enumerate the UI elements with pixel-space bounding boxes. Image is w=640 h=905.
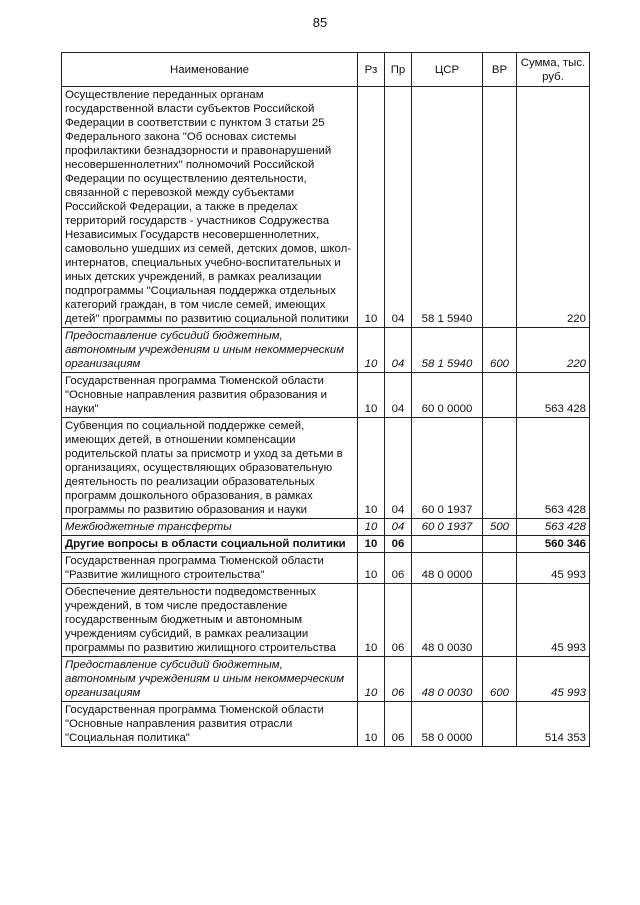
row-csr: 48 0 0030: [412, 584, 483, 657]
budget-table: [61, 52, 590, 747]
header-sum: Сумма, тыс. руб.: [517, 53, 590, 87]
row-csr: 60 0 1937: [412, 519, 483, 536]
row-vr: [483, 373, 517, 418]
row-csr: 58 1 5940: [412, 87, 483, 328]
row-csr: 60 0 0000: [412, 373, 483, 418]
row-rz: 10: [358, 536, 385, 553]
row-name: Государственная программа Тюменской области "Развитие жилищного строительства": [62, 553, 358, 584]
header-csr: ЦСР: [412, 53, 483, 87]
row-pr: 06: [385, 536, 412, 553]
row-csr: 58 0 0000: [412, 702, 483, 747]
row-csr: [412, 536, 483, 553]
row-pr: 04: [385, 373, 412, 418]
row-rz: 10: [358, 584, 385, 657]
table-row: [62, 328, 590, 373]
row-rz: 10: [358, 328, 385, 373]
row-sum: 45 993: [517, 584, 590, 657]
header-pr: Пр: [385, 53, 412, 87]
row-name: Субвенция по социальной поддержке семей, имеющих детей, в отношении компенсации родительской платы за присмотр и уход за детьми в организациях, осуществляющих образовательную деятельность по реализации образовательных программ дошкольного образования, в рамках программы по развитию образования и науки: [62, 418, 358, 519]
row-rz: 10: [358, 553, 385, 584]
table-row: [62, 584, 590, 657]
table-row: [62, 657, 590, 702]
row-vr: [483, 553, 517, 584]
page-number: 85: [312, 15, 328, 30]
row-pr: 06: [385, 584, 412, 657]
row-name: Обеспечение деятельности подведомственных учреждений, в том числе предоставление государственным бюджетным и автономным учреждениям субсидий, в рамках реализации программы по развитию жилищного строительства: [62, 584, 358, 657]
row-name: Другие вопросы в области социальной политики: [62, 536, 358, 553]
row-name: Осуществление переданных органам государственной власти субъектов Российской Федерации в соответствии с пунктом 3 статьи 25 Федерального закона "Об основах системы профилактики безнадзорности и правонарушений несовершеннолетних" полномочий Российской Федерации по осуществлению деятельности, связанной с перевозкой между субъектами Российской Федерации, а также в пределах территорий государств - участников Содружества Независимых Государств несовершеннолетних, самовольно ушедших из семей, детских домов, школ-интернатов, специальных учебно-воспитательных и иных детских учреждений, в рамках реализации подпрограммы "Социальная поддержка отдельных категорий граждан, в том числе семей, имеющих детей" программы по развитию социальной политики: [62, 87, 358, 328]
row-vr: [483, 418, 517, 519]
row-sum: 560 346: [517, 536, 590, 553]
row-sum: 45 993: [517, 553, 590, 584]
row-rz: 10: [358, 519, 385, 536]
row-sum: 220: [517, 87, 590, 328]
header-vr: ВР: [483, 53, 517, 87]
table-header-row: [62, 53, 590, 87]
row-name: Государственная программа Тюменской области "Основные направления развития образования и науки": [62, 373, 358, 418]
table-row: [62, 418, 590, 519]
row-csr: 48 0 0030: [412, 657, 483, 702]
row-vr: 600: [483, 328, 517, 373]
row-rz: 10: [358, 702, 385, 747]
row-vr: [483, 87, 517, 328]
row-csr: 58 1 5940: [412, 328, 483, 373]
row-name: Государственная программа Тюменской области "Основные направления развития отрасли "Социальная политика": [62, 702, 358, 747]
row-pr: 04: [385, 87, 412, 328]
table-row: [62, 553, 590, 584]
row-csr: 48 0 0000: [412, 553, 483, 584]
row-vr: [483, 584, 517, 657]
table-row: [62, 519, 590, 536]
row-rz: 10: [358, 373, 385, 418]
row-vr: 500: [483, 519, 517, 536]
row-vr: [483, 536, 517, 553]
row-pr: 04: [385, 418, 412, 519]
row-sum: 563 428: [517, 373, 590, 418]
row-rz: 10: [358, 657, 385, 702]
row-csr: 60 0 1937: [412, 418, 483, 519]
row-pr: 04: [385, 328, 412, 373]
row-sum: 45 993: [517, 657, 590, 702]
row-vr: [483, 702, 517, 747]
row-pr: 06: [385, 702, 412, 747]
row-name: Предоставление субсидий бюджетным, автономным учреждениям и иным некоммерческим организациям: [62, 657, 358, 702]
row-pr: 06: [385, 553, 412, 584]
row-pr: 04: [385, 519, 412, 536]
row-vr: 600: [483, 657, 517, 702]
row-sum: 563 428: [517, 418, 590, 519]
row-name: Предоставление субсидий бюджетным, автономным учреждениям и иным некоммерческим организациям: [62, 328, 358, 373]
row-name: Межбюджетные трансферты: [62, 519, 358, 536]
header-rz: Рз: [358, 53, 385, 87]
table-row: [62, 702, 590, 747]
row-sum: 220: [517, 328, 590, 373]
table-row: [62, 373, 590, 418]
row-sum: 514 353: [517, 702, 590, 747]
header-name: Наименование: [62, 53, 358, 87]
row-pr: 06: [385, 657, 412, 702]
table-row: [62, 87, 590, 328]
row-rz: 10: [358, 87, 385, 328]
table-row: [62, 536, 590, 553]
row-sum: 563 428: [517, 519, 590, 536]
row-rz: 10: [358, 418, 385, 519]
